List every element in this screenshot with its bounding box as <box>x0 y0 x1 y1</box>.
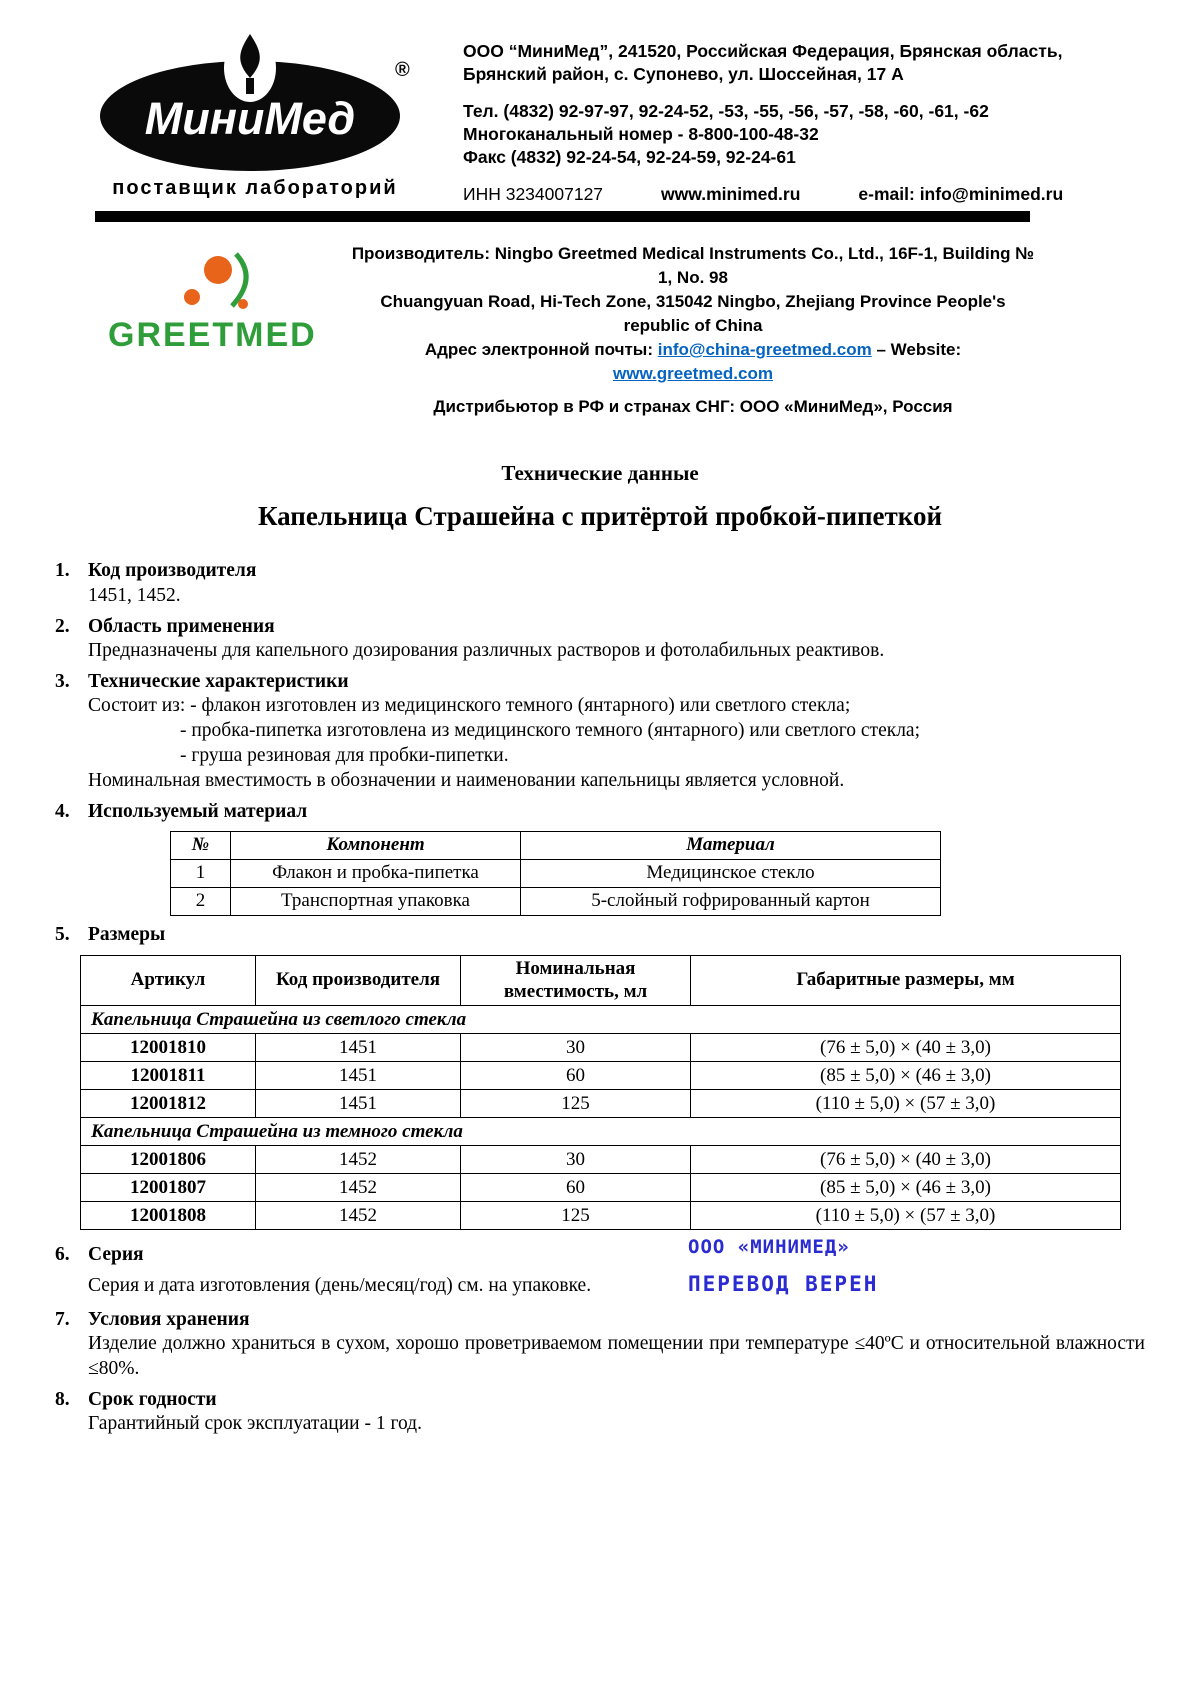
table-cell: 2 <box>171 887 231 915</box>
section-title: Размеры <box>88 923 166 945</box>
table-cell: (110 ± 5,0) × (57 ± 3,0) <box>691 1202 1121 1230</box>
inn-row <box>463 183 1063 206</box>
section-number: 1. <box>55 560 70 582</box>
table-cell: (76 ± 5,0) × (40 ± 3,0) <box>691 1146 1121 1174</box>
table-cell: 1452 <box>256 1202 461 1230</box>
email-label: Адрес электронной почты: <box>424 340 658 360</box>
section-number: 2. <box>55 615 70 637</box>
table-cell: Медицинское стекло <box>521 859 941 887</box>
section-2-application <box>55 614 1145 664</box>
producer-line-1: Производитель: Ningbo Greetmed Medical Instruments Co., Ltd., 16F-1, Building № 1, No. 98 <box>351 243 1035 287</box>
section-number: 5. <box>55 923 70 945</box>
candle-icon <box>246 78 254 94</box>
table-cell: 1451 <box>256 1034 461 1062</box>
table-cell: 12001810 <box>81 1034 256 1062</box>
table-cell: (110 ± 5,0) × (57 ± 3,0) <box>691 1090 1121 1118</box>
section-6-series <box>55 1236 1145 1298</box>
address-line-1: ООО “МиниМед”, 241520, Российская Федерация, Брянская область, <box>463 41 1063 61</box>
minimed-logo <box>95 24 415 172</box>
section-number: 7. <box>55 1308 70 1330</box>
fax-line: Факс (4832) 92-24-54, 92-24-59, 92-24-61 <box>463 147 796 168</box>
spec-line-4: Номинальная вместимость в обозначении и наименовании капельницы является условной. <box>88 770 845 792</box>
table-row <box>81 1034 1121 1062</box>
header-cell: Номинальная вместимость, мл <box>461 955 691 1006</box>
section-title: Код производителя <box>88 560 257 582</box>
group-label: Капельница Страшейна из светлого стекла <box>81 1006 1121 1034</box>
phone-line: Тел. (4832) 92-97-97, 92-24-52, -53, -55, -56, -57, -58, -60, -61, -62 <box>463 101 989 122</box>
group-label: Капельница Страшейна из темного стекла <box>81 1118 1121 1146</box>
table-row <box>81 1174 1121 1202</box>
table-cell: Транспортная упаковка <box>231 887 521 915</box>
header-cell: Код производителя <box>256 955 461 1006</box>
manufacturer-block <box>0 222 1200 420</box>
company-website: www.minimed.ru <box>661 184 801 205</box>
table-row <box>81 1090 1121 1118</box>
section-3-specs <box>55 669 1145 794</box>
header-cell: Габаритные размеры, мм <box>691 955 1121 1006</box>
table-cell: 60 <box>461 1174 691 1202</box>
manufacturer-website-link[interactable]: www.greetmed.com <box>613 364 773 384</box>
sections <box>0 532 1200 1437</box>
table-cell: 12001807 <box>81 1174 256 1202</box>
group-label-row <box>81 1118 1121 1146</box>
manufacturer-email-link[interactable]: info@china-greetmed.com <box>657 340 872 360</box>
table-cell: (85 ± 5,0) × (46 ± 3,0) <box>691 1174 1121 1202</box>
table-cell: 60 <box>461 1062 691 1090</box>
table-cell: 12001808 <box>81 1202 256 1230</box>
table-row <box>81 1146 1121 1174</box>
spec-line-2: - пробка-пипетка изготовлена из медицинского темного (янтарного) или светлого стекла; <box>180 720 921 742</box>
product-title: Капельница Страшейна с притёртой пробкой-пипеткой <box>257 501 943 532</box>
logo-wordmark: МиниМед <box>144 93 356 144</box>
table-row <box>81 1062 1121 1090</box>
spec-line-3: - груша резиновая для пробки-пипетки. <box>180 745 509 767</box>
header <box>0 0 1200 207</box>
section-body: Гарантийный срок эксплуатации - 1 год. <box>88 1413 422 1435</box>
header-cell: Компонент <box>231 831 521 859</box>
table-cell: 125 <box>461 1202 691 1230</box>
header-cell: Материал <box>521 831 941 859</box>
stamp-certified-line: ПЕРЕВОД ВЕРЕН <box>688 1272 879 1297</box>
minimed-logo-block <box>95 24 415 207</box>
header-divider-bar <box>95 211 1030 222</box>
company-email: e-mail: info@minimed.ru <box>858 184 1064 205</box>
section-body: Серия и дата изготовления (день/месяц/год) см. на упаковке. <box>88 1274 592 1296</box>
distributor-line: Дистрибьютор в РФ и странах СНГ: ООО «МиниМед», Россия <box>433 397 953 417</box>
section-body: Предназначены для капельного дозирования различных растворов и фотолабильных реактивов. <box>88 640 885 662</box>
spec-line-1: Состоит из: - флакон изготовлен из медицинского темного (янтарного) или светлого стекла; <box>88 695 851 717</box>
table-cell: (76 ± 5,0) × (40 ± 3,0) <box>691 1034 1121 1062</box>
green-swoosh-icon <box>232 254 246 306</box>
table-cell: 1 <box>171 859 231 887</box>
orange-dot-small-icon <box>238 299 248 309</box>
address-line-2: Брянский район, с. Супонево, ул. Шоссейная, 17 А <box>463 64 904 85</box>
inn-number: ИНН 3234007127 <box>463 184 604 205</box>
section-body: 1451, 1452. <box>88 584 181 606</box>
registered-mark: ® <box>395 59 410 81</box>
company-phones <box>463 100 1063 169</box>
section-title: Технические характеристики <box>88 671 349 693</box>
table-cell: 30 <box>461 1034 691 1062</box>
table-cell: 1451 <box>256 1090 461 1118</box>
table-cell: 5-слойный гофрированный картон <box>521 887 941 915</box>
section-title: Область применения <box>88 615 275 637</box>
table-cell: 12001812 <box>81 1090 256 1118</box>
company-address <box>463 40 1063 86</box>
greetmed-logo-block <box>108 234 348 420</box>
section-4-materials <box>55 799 1145 915</box>
section-title: Используемый материал <box>88 801 308 823</box>
section-body: Изделие должно храниться в сухом, хорошо проветриваемом помещении при температуре ≤40ºС и относительной влажности ≤80%. <box>88 1333 1145 1380</box>
section-number: 6. <box>55 1244 70 1266</box>
greetmed-wordmark: GREETMED <box>108 315 317 354</box>
logo-tagline: поставщик лабораторий <box>112 177 398 199</box>
orange-dot-medium-icon <box>184 289 200 305</box>
section-title: Условия хранения <box>88 1308 250 1330</box>
table-cell: 1452 <box>256 1146 461 1174</box>
manufacturer-email-line <box>348 338 1038 386</box>
table-cell: 1452 <box>256 1174 461 1202</box>
section-title: Срок годности <box>88 1389 217 1411</box>
table-header-row <box>81 955 1121 1006</box>
header-cell: Артикул <box>81 955 256 1006</box>
header-cell: № <box>171 831 231 859</box>
section-title: Серия <box>88 1244 144 1266</box>
table-cell: (85 ± 5,0) × (46 ± 3,0) <box>691 1062 1121 1090</box>
section-5-sizes <box>55 922 1145 1231</box>
manufacturer-text <box>348 234 1038 420</box>
section-7-storage <box>55 1307 1145 1382</box>
section-number: 3. <box>55 671 70 693</box>
table-row <box>171 859 941 887</box>
table-cell: 12001806 <box>81 1146 256 1174</box>
greetmed-logo <box>108 242 348 354</box>
section-8-shelf-life <box>55 1387 1145 1437</box>
multichannel-line: Многоканальный номер - 8-800-100-48-32 <box>463 124 819 145</box>
header-contacts <box>463 24 1063 207</box>
group-label-row <box>81 1006 1121 1034</box>
table-row <box>171 887 941 915</box>
stamp-company-line: ООО «МИНИМЕД» <box>688 1236 850 1259</box>
table-cell: 1451 <box>256 1062 461 1090</box>
table-cell: 125 <box>461 1090 691 1118</box>
table-cell: 30 <box>461 1146 691 1174</box>
document-type-title: Технические данные <box>501 461 699 486</box>
sizes-table <box>80 955 1121 1231</box>
translation-stamp <box>688 1238 878 1295</box>
table-cell: 12001811 <box>81 1062 256 1090</box>
website-separator: – Website: <box>871 340 962 360</box>
section-number: 8. <box>55 1389 70 1411</box>
materials-table <box>170 831 941 916</box>
table-row <box>81 1202 1121 1230</box>
producer-line-2: Chuangyuan Road, Hi-Tech Zone, 315042 Ningbo, Zhejiang Province People's republic of China <box>380 291 1006 335</box>
section-number: 4. <box>55 801 70 823</box>
table-cell: Флакон и пробка-пипетка <box>231 859 521 887</box>
table-header-row <box>171 831 941 859</box>
orange-dot-large-icon <box>204 256 232 284</box>
section-1-manufacturer-code <box>55 558 1145 608</box>
